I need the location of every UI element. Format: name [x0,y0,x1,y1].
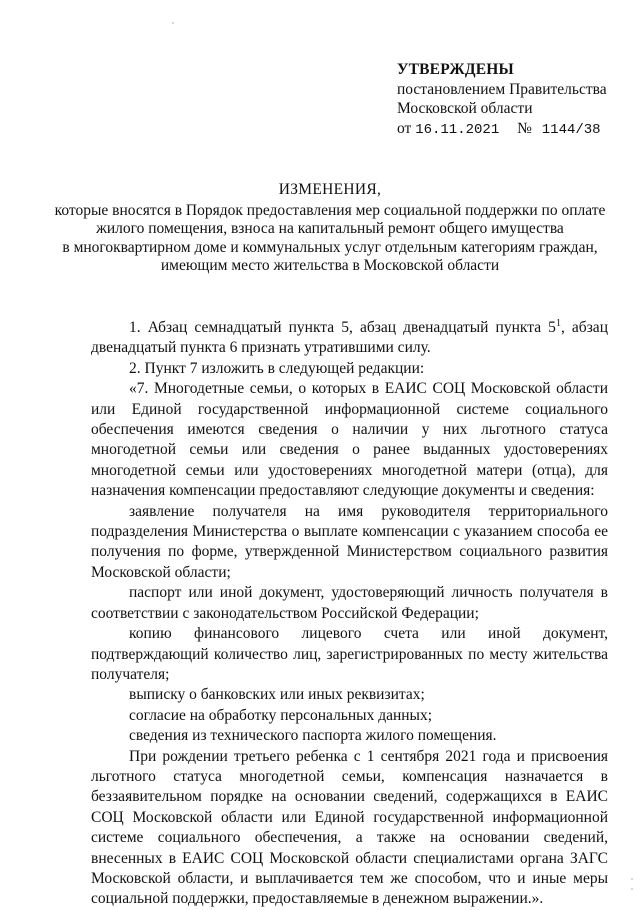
document-body [91,318,608,910]
paragraph-1-tail: , абзац двенадцатый пункта 6 признать утратившими силу. [91,319,608,357]
scan-speck [631,888,633,890]
decree-date: 16.11.2021 [415,121,500,138]
paragraph-6: копию финансового лицевого счета или иной документ, подтверждающий количество лиц, зарегистрированных по месту жительства получателя; [91,625,608,683]
superscript: 1 [555,318,561,329]
paragraph-1-text: 1. Абзац семнадцатый пункта 5, абзац двенадцатый пункта 5 [129,319,556,336]
heading-line-4: имеющим место жительства в Московской области [160,257,500,274]
paragraph-4: заявление получателя на имя руководителя территориального подразделения Министерства о выплате компенсации с указанием способа ее получения по форме, утвержденной Министерством социального развития Московской области; [91,502,608,581]
paragraph-9: сведения из технического паспорта жилого помещения. [129,727,497,745]
approval-line-1: постановлением Правительства [397,80,607,98]
paragraph-7: выписку о банковских или иных реквизитах; [129,686,425,704]
heading-line-2: жилого помещения, взноса на капитальный ремонт общего имущества [96,220,564,237]
heading-line-3: в многоквартирном доме и коммунальных услуг отдельным категориям граждан, [62,238,598,256]
paragraph-3: «7. Многодетные семьи, о которых в ЕАИС СОЦ Московской области или Единой государственной информационной системе социального обеспечения имеются сведения о наличии у них льготного статуса многодетной семьи или сведения о ранее выданных удостоверениях многодетной семьи или удостоверениях многодетной матери (отца), для назначения компенсации предоставляют следующие документы и сведения: [91,380,608,500]
approval-date-line [397,119,607,141]
heading-line-1: которые вносятся в Порядок предоставления мер социальной поддержки по оплате [54,201,606,219]
paragraph-5: паспорт или иной документ, удостоверяющий личность получателя в соответствии с законодательством Российской Федерации; [91,584,608,622]
date-prefix: от [397,119,412,137]
approval-line-2: Московской области [397,100,533,117]
scan-speck [172,22,174,24]
heading-title: ИЗМЕНЕНИЯ, [278,181,382,198]
approval-block [397,60,607,140]
paragraph-2: 2. Пункт 7 изложить в следующей редакции: [129,359,425,377]
decree-number: 1144/38 [541,121,601,138]
paragraph-10: При рождении третьего ребенка с 1 сентября 2021 года и присвоения льготного статуса многодетной семьи, компенсация назначается в беззаявительном порядке на основании сведений, содержащихся в ЕАИС СОЦ Московской области или Единой государственной информационной системе социального обеспечения, а также на основании сведений, внесенных в ЕАИС СОЦ Московской области специалистами органа ЗАГС Московской области, и выплачивается тем же способом, что и иные меры социальной поддержки, предоставляемые в денежном выражении.». [91,747,608,908]
number-sign: № [517,119,532,137]
approval-title: УТВЕРЖДЕНЫ [397,61,514,78]
paragraph-8: согласие на обработку персональных данных; [129,706,433,724]
scan-speck [631,878,633,880]
paragraph-1 [91,318,608,359]
document-heading [40,181,620,276]
